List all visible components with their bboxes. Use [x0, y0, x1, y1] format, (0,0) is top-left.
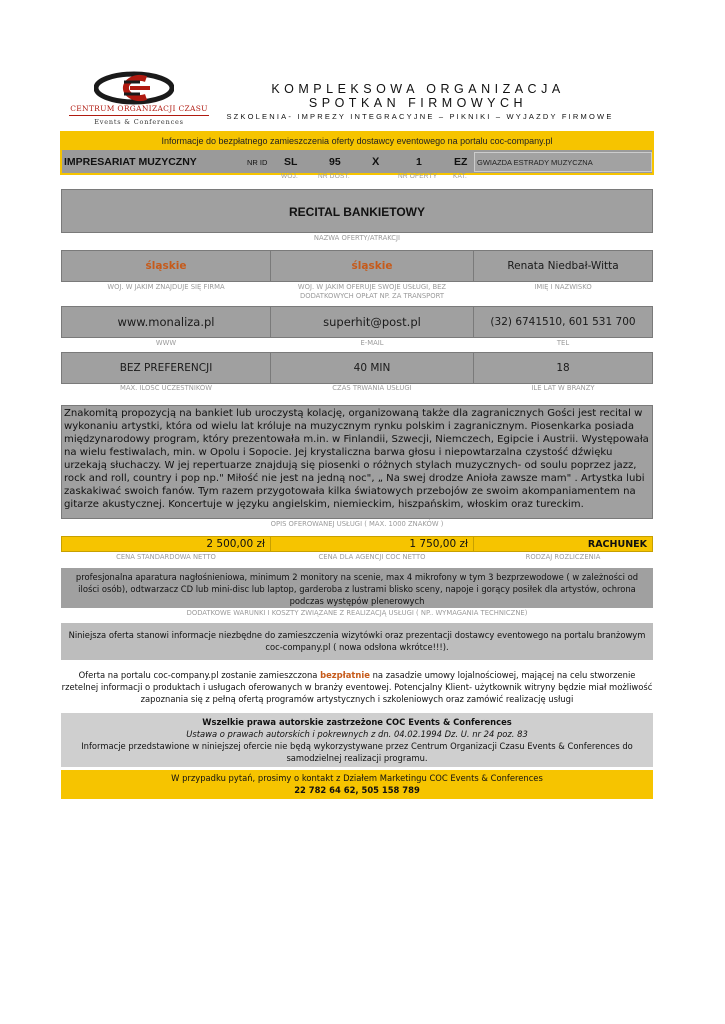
- contact-box: [61, 770, 653, 799]
- portal-notice: Niniejsza oferta stanowi informacje niezbędne do zamieszczenia wizytówki oraz prezentacji dostawcy eventowego na portalu branżowym coc-company.pl ( nowa odsłona wkrótce!!!).: [61, 623, 653, 660]
- category-description: GWIAZDA ESTRADY MUZYCZNA: [474, 152, 652, 172]
- offer-title-label: NAZWA OFERTY/ATRAKCJI: [313, 234, 401, 242]
- agency-price: 1 750,00 zł: [270, 536, 474, 552]
- standard-price-label: CENA STANDARDOWA NETTO: [116, 553, 216, 561]
- offer-description: Znakomitą propozycją na bankiet lub uroczystą kolację, organizowaną także dla zagranicznych Gości jest recital w wykonaniu artystki, która od wielu lat króluje na muzycznym rynku polskim i zagranicznym. Piosenkarka posiada międzynarodowy program, który prezentowała m.in. w Finlandii, Szwecji, Niemczech, Egipcie i Austrii. Występowała na wielu festiwalach, min. w Opolu i Sopocie. Jej krystaliczna barwa głosu i niepowtarzalna czystość dźwięku urzekają słuchaczy. W jej repertuarze znajdują się piosenki o różnych stylach muzycznych- od soulu poprzez jazz, rock and roll, country i pop np." Miłość nie jest na jedną noc", „ Na swej drodze Anioła zawsze mam" . Artystka lubi zaskakiwać swoich fanów. Tym razem przygotowała kilka światowych przebojów ze swoim akompaniamentem na gitarze akustycznej. Koncertuje w języku angielskim, niemieckim, hiszpańskim, włoskim oraz tureckim.: [61, 405, 653, 519]
- logo-tagline: Events & Conferences: [94, 118, 184, 126]
- duration-label: CZAS TRWANIA USŁUGI: [332, 384, 412, 392]
- standard-price: 2 500,00 zł: [61, 536, 271, 552]
- email-label: E-MAIL: [360, 339, 384, 347]
- copyright-law: Ustawa o prawach autorskich i pokrewnych z dn. 04.02.1994 Dz. U. nr 24 poz. 83: [186, 729, 528, 739]
- nr-id-label: NR ID: [247, 158, 268, 167]
- phone-numbers: (32) 6741510, 601 531 700: [473, 306, 653, 338]
- name-label: IMIĘ I NAZWISKO: [534, 283, 592, 291]
- woj-firma-value: śląskie: [61, 250, 271, 282]
- www-label: WWW: [155, 339, 177, 347]
- woj-usluga-value: śląskie: [270, 250, 474, 282]
- duration-value: 40 MIN: [270, 352, 474, 384]
- technical-requirements-label: DODATKOWE WARUNKI I KOSZTY ZWIĄZANE Z REALIZACJĄ USŁUGI ( NP.. WYMAGANIA TECHNICZNE): [186, 609, 528, 617]
- woj-label: WOJ.: [281, 173, 299, 180]
- tel-label: TEL: [556, 339, 570, 347]
- nr-dost-value: 95: [329, 156, 341, 168]
- free-highlight: bezpłatnie: [320, 670, 370, 680]
- max-participants-value: BEZ PREFERENCJI: [61, 352, 271, 384]
- website-link[interactable]: www.monaliza.pl: [61, 306, 271, 338]
- years-label: ILE LAT W BRANŻY: [531, 384, 595, 392]
- description-label: OPIS OFEROWANEJ USŁUGI ( MAX. 1000 ZNAKÓW ): [270, 520, 444, 528]
- copyright-disclaimer: Informacje przedstawione w niniejszej ofercie nie będą wykorzystywane przez Centrum Organizacji Czasu Events & Conferences do samodzielnej realizacji programu.: [81, 741, 633, 763]
- email-link[interactable]: superhit@post.pl: [270, 306, 474, 338]
- copyright-heading: Wszelkie prawa autorskie zastrzeżone COC Events & Conferences: [202, 717, 512, 727]
- kat-code: EZ: [454, 156, 468, 168]
- agency-price-label: CENA DLA AGENCJI COC NETTO: [318, 553, 426, 561]
- category-name: IMPRESARIAT MUZYCZNY: [64, 156, 197, 168]
- contact-phones: 22 782 64 62, 505 158 789: [294, 785, 420, 795]
- page-subtitle: SZKOLENIA- IMPREZY INTEGRACYJNE – PIKNIKI – WYJAZDY FIRMOWE: [226, 112, 614, 121]
- woj-firma-label: WOJ. W JAKIM ZNAJDUJE SIĘ FIRMA: [107, 283, 225, 291]
- nr-dost-label: NR DOST.: [318, 173, 350, 180]
- years-in-business-value: 18: [473, 352, 653, 384]
- max-participants-label: MAX. ILOŚĆ UCZESTNIKÓW: [120, 384, 212, 392]
- x-mark: X: [372, 156, 380, 168]
- page-title: KOMPLEKSOWA ORGANIZACJA SPOTKAN FIRMOWYCH: [271, 82, 565, 110]
- copyright-box: [61, 713, 653, 767]
- settlement-type: RACHUNEK: [473, 536, 653, 552]
- logo-divider: [69, 115, 209, 116]
- contact-person-name: Renata Niedbał-Witta: [473, 250, 653, 282]
- offer-title: RECITAL BANKIETOWY: [61, 189, 653, 233]
- nr-oferty-label: NR OFERTY: [398, 173, 438, 180]
- logo-company-name: CENTRUM ORGANIZACJI CZASU: [70, 104, 208, 113]
- notice-text-start: Oferta na portalu coc-company.pl zostanie zamieszczona: [78, 670, 321, 680]
- woj-code: SL: [284, 156, 298, 168]
- technical-requirements: profesjonalna aparatura nagłośnieniowa, minimum 2 monitory na scenie, max 4 mikrofony w tym 3 bezprzewodowe ( w zależności od ilości osób), odtwarzacz CD lub mini-disc lub laptop, garderoba z lustrami blisko sceny, napoje i gorący posiłek dla artystów, ochrona podczas występów plenerowych: [61, 568, 653, 608]
- company-logo: [64, 70, 214, 130]
- free-listing-notice: [61, 669, 653, 709]
- info-banner: Informacje do bezpłatnego zamieszczenia oferty dostawcy eventowego na portalu coc-company.pl: [62, 133, 652, 150]
- woj-usluga-label: WOJ. W JAKIM OFERUJE SWOJE USŁUGI, BEZ DODATKOWYCH OPŁAT NP. ZA TRANSPORT: [297, 283, 447, 300]
- kat-label: KAT.: [453, 173, 468, 180]
- contact-text: W przypadku pytań, prosimy o kontakt z Działem Marketingu COC Events & Conferences: [171, 773, 543, 783]
- notice-text-end: na zasadzie umowy lojalnościowej, mającej na celu stworzenie rzetelnej informacji o produktach i usługach oferowanych w branży eventowej. Potencjalny Klient- użytkownik witryny będzie miał możliwość zapoznania się z pełną ofertą programów artystycznych i szkoleniowych oraz zamówić realizację usługi: [61, 670, 653, 704]
- settlement-label: RODZAJ ROZLICZENIA: [525, 553, 601, 561]
- nr-oferty-value: 1: [416, 156, 422, 168]
